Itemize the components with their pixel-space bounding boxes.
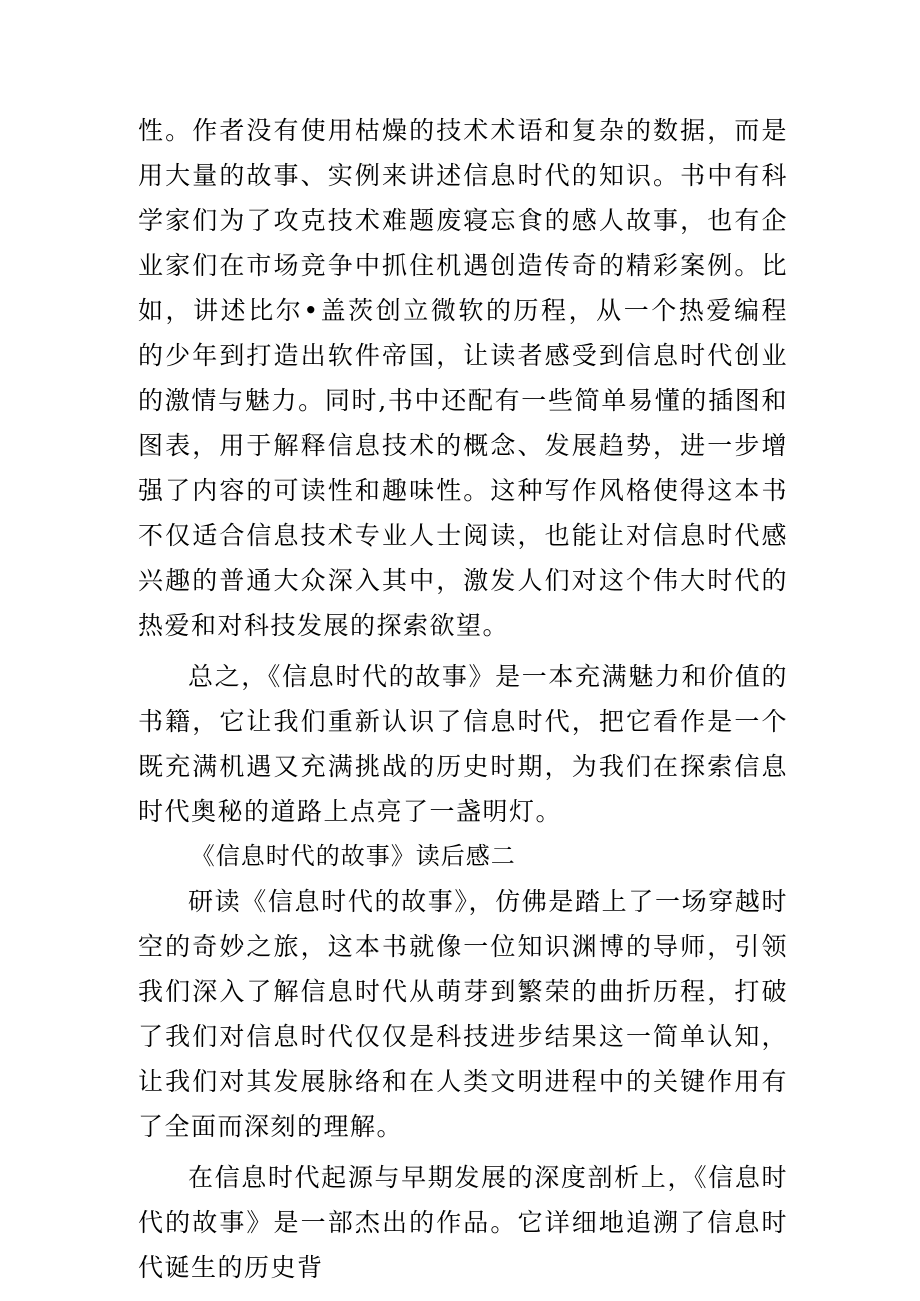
section-heading: 《信息时代的故事》读后感二	[190, 842, 516, 870]
document-body	[138, 108, 788, 1290]
paragraph-origins: 在信息时代起源与早期发展的深度剖析上，《信息时代的故事》是一部杰出的作品。它详细地追溯了信息时代诞生的历史背	[138, 1163, 788, 1282]
paragraph-intro: 研读《信息时代的故事》，仿佛是踏上了一场穿越时空的奇妙之旅，这本书就像一位知识渊博的导师，引领我们深入了解信息时代从萌芽到繁荣的曲折历程，打破了我们对信息时代仅仅是科技进步结果这一简单认知，让我们对其发展脉络和在人类文明进程中的关键作用有了全面而深刻的理解。	[138, 887, 788, 1141]
paragraph-writing-style: 性。作者没有使用枯燥的技术术语和复杂的数据，而是用大量的故事、实例来讲述信息时代的知识。书中有科学家们为了攻克技术难题废寝忘食的感人故事，也有企业家们在市场竞争中抓住机遇创造传奇的精彩案例。比如，讲述比尔•盖茨创立微软的历程，从一个热爱编程的少年到打造出软件帝国，让读者感受到信息时代创业的激情与魅力。同时,书中还配有一些简单易懂的插图和图表，用于解释信息技术的概念、发展趋势，进一步增强了内容的可读性和趣味性。这种写作风格使得这本书不仅适合信息技术专业人士阅读，也能让对信息时代感兴趣的普通大众深入其中，激发人们对这个伟大时代的热爱和对科技发展的探索欲望。	[138, 116, 788, 640]
paragraph-conclusion: 总之，《信息时代的故事》是一本充满魅力和价值的书籍，它让我们重新认识了信息时代，把它看作是一个既充满机遇又充满挑战的历史时期，为我们在探索信息时代奥秘的道路上点亮了一盏明灯。	[138, 662, 788, 826]
